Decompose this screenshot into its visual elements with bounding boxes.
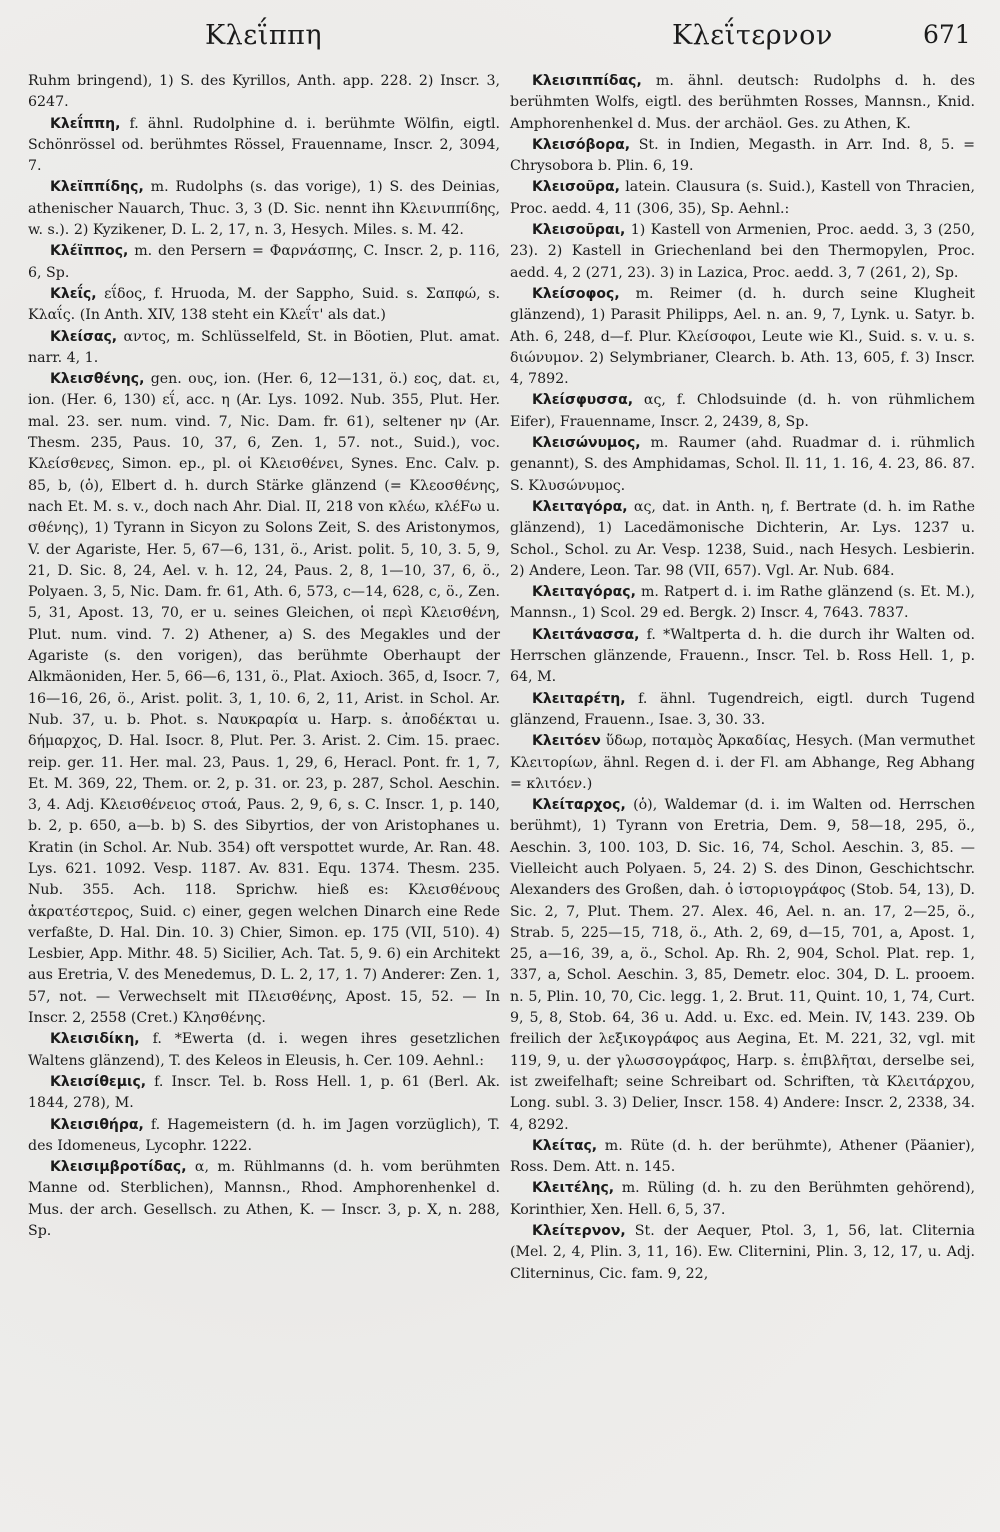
entry-text: εΐδος, f. Hruoda, M. der Sappho, Suid. s. Σαπφώ, s. Κλαΐς. (In Anth. XIV, 138 steht ein Κλεΐτ' als dat.): [28, 285, 500, 324]
dictionary-entry: [510, 71, 975, 135]
entry-headword: Κλειτόεν: [532, 733, 601, 750]
entry-text: 1) Kastell von Armenien, Proc. aedd. 3, 3 (250, 23). 2) Kastell in Griechenland bei den Thermopylen, Proc. aedd. 4, 2 (271, 23). 3) in Lazica, Proc. aedd. 3, 7 (261, 2), Sp.: [510, 222, 975, 281]
entry-text: St. in Indien, Megasth. in Arr. Ind. 8, 5. = Chrysobora b. Plin. 6, 19.: [510, 136, 975, 175]
entry-headword: Κλέϊππος,: [50, 243, 129, 260]
entry-headword: Κλείτερνον,: [532, 1223, 626, 1240]
page-header: [0, 0, 1000, 60]
dictionary-entry: [28, 1115, 500, 1158]
entry-headword: Κλεισιππίδας,: [532, 73, 642, 89]
entry-headword: Κλεισιμβροτίδας,: [50, 1159, 187, 1176]
dictionary-entry: [510, 284, 975, 390]
entry-text: f. Hagemeistern (d. h. im Jagen vorzüglich), T. des Idomeneus, Lycophr. 1222.: [28, 1116, 500, 1154]
right-guide-word: Κλεΐτερνον: [672, 20, 833, 51]
dictionary-entry: [28, 177, 500, 241]
entry-text: Ruhm bringend), 1) S. des Kyrillos, Anth. app. 228. 2) Inscr. 3, 6247.: [28, 73, 500, 111]
entry-text: latein. Clausura (s. Suid.), Kastell von Thracien, Proc. aedd. 4, 11 (306, 35), Sp. Aehnl.:: [510, 179, 975, 217]
entry-headword: Κλεισίθεμις,: [50, 1073, 147, 1090]
dictionary-entry: [510, 433, 975, 497]
entry-headword: Κλειτάνασσα,: [532, 626, 640, 643]
page-number: 671: [923, 20, 971, 49]
entry-text: m. Rüling (d. h. zu den Berühmten gehörend), Korinthier, Xen. Hell. 6, 5, 37.: [510, 1180, 975, 1218]
entry-headword: Κλείσας,: [50, 328, 118, 345]
dictionary-entry: [28, 1029, 500, 1072]
dictionary-entry: [28, 1072, 500, 1115]
dictionary-entry: [510, 390, 975, 433]
entry-headword: Κλεισοῦραι,: [532, 222, 626, 239]
dictionary-entry: [510, 1221, 975, 1285]
entry-text: ὕδωρ, ποταμὸς Ἀρκαδίας, Hesych. (Man vermuthet Κλειτορίων, ähnl. Regen d. i. der Fl. am Abhange, Reg Abhang = κλιτόεν.): [510, 733, 975, 792]
right-column: [510, 71, 975, 1285]
entry-headword: Κλείσφυσσα,: [532, 392, 634, 409]
dictionary-entry: [510, 135, 975, 178]
entry-headword: Κλείτας,: [532, 1137, 598, 1154]
entry-text: ας, dat. in Anth. η, f. Bertrate (d. h. im Rathe glänzend), 1) Lacedämonische Dichterin, Ar. Lys. 1237 u. Schol., Schol. zu Ar. Vesp. 1238, Suid., nach Hesych. Lesbierin. 2) Andere, Leon. Tar. 98 (VII, 657). Vgl. Ar. Nub. 684.: [510, 498, 975, 579]
entry-headword: Κλεισώνυμος,: [532, 435, 641, 452]
dictionary-entry: [28, 71, 500, 114]
entry-text: m. Rudolphs (s. das vorige), 1) S. des Deinias, athenischer Nauarch, Thuc. 3, 3 (D. Sic. nennt ihn Κλεινιππίδης, w. s.). 2) Kyzikener, D. L. 2, 17, n. 3, Hesych. Miles. s. M. 42.: [28, 179, 500, 239]
entry-text: ας, f. Chlodsuinde (d. h. von rühmlichem Eifer), Frauenname, Inscr. 2, 2439, 8, Sp.: [510, 392, 975, 430]
dictionary-entry: [28, 369, 500, 1029]
entry-headword: Κλεϊππίδης,: [50, 179, 144, 196]
entry-text: gen. ους, ion. (Her. 6, 12—131, ö.) εος, dat. ει, ion. (Her. 6, 130) εΐ, acc. η (Ar. Lys. 1092. Nub. 355, Plut. Her. mal. 23. ser. num. vind. 7, Nic. Dam. fr. 61), seltener ην (Ar. Thesm. 235, Paus. 10, 37, 6, Zen. 1, 57. not., Suid.), voc. Κλείσθενες, Simon. ep., pl. οἱ Κλεισθένει, Synes. Enc. Calv. p. 85, b, (ὁ), Elbert d. h. durch Stärke glänzend (= Κλεοσθένης, nach Et. M. s. v., doch nach Ahr. Dial. II, 218 von κλέω, κλέFω u. σθένης), 1) Tyrann in Sicyon zu Solons Zeit, S. des Aristonymos, V. der Agariste, Her. 5, 67—6, 131, ö., Arist. polit. 5, 10, 3. 5, 9, 21, D. Sic. 8, 24, Ael. v. h. 12, 24, Paus. 2, 8, 1—10, 37, 6, ö., Polyaen. 3, 5, Nic. Dam. fr. 61, Ath. 6, 573, c—14, 628, c, ö., Zen. 5, 31, Apost. 13, 70, er u. seines Gleichen, οἱ περὶ Κλεισθένη, Plut. num. vind. 7. 2) Athener, a) S. des Megakles und der Agariste (s. den vorigen), das berühmte Oberhaupt der Alkmäoniden, Her. 5, 66—6, 131, ö., Plat. Axioch. 365, d, Isocr. 7, 16—16, 26, ö., Arist. polit. 3, 1, 10. 6, 2, 11, Arist. in Schol. Ar. Nub. 37, u. b. Phot. s. Ναυκραρία u. Harp. s. ἀποδέκται u. δήμαρχος, D. Hal. Isocr. 8, Plut. Per. 3. Arist. 2. Cim. 15. praec. reip. ger. 11. Her. mal. 23, Paus. 1, 29, 6, Heracl. Pont. fr. 1, 7, Et. M. 369, 22, Them. or. 2, p. 31. or. 23, p. 287, Schol. Aeschin. 3, 4. Adj. Κλεισθένειος στοά, Paus. 2, 9, 6, s. C. Inscr. 1, p. 140, b. 2, p. 650, a—b. b) S. des Sibyrtios, der von Aristophanes u. Kratin (in Schol. Ar. Nub. 354) oft verspottet wurde, Ar. Ran. 48. Lys. 621. 1092. Vesp. 1187. Av. 831. Equ. 1374. Thesm. 235. Nub. 355. Ach. 118. Sprichw. hieß es: Κλεισθένους ἀκρατέστερος, Suid. c) einer, gegen welchen Dinarch eine Rede verfaßte, D. Hal. Din. 10. 3) Chier, Simon. ep. 175 (VII, 510). 4) Lesbier, App. Mithr. 48. 5) Sicilier, Ach. Tat. 5, 9. 6) ein Architekt aus Eretria, V. des Menedemus, D. L. 2, 17, 1. 7) Anderer: Zen. 1, 57, not. — Verwechselt mit Πλεισθένης, Apost. 15, 52. — In Inscr. 2, 2558 (Cret.) Κλησθένης.: [28, 371, 500, 1027]
entry-text: m. ähnl. deutsch: Rudolphs d. h. des berühmten Wolfs, eigtl. des berühmten Rosses, Mannsn., Knid. Amphorenhenkel d. Mus. der archäol. Ges. zu Athen, K.: [510, 73, 975, 132]
dictionary-entry: [510, 497, 975, 582]
entry-headword: Κλειταγόρας,: [532, 584, 636, 601]
entry-text: m. Ratpert d. i. im Rathe glänzend (s. Et. M.), Mannsn., 1) Scol. 29 ed. Bergk. 2) Inscr. 4, 7643. 7837.: [510, 584, 975, 622]
left-guide-word: Κλεΐππη: [205, 20, 323, 51]
dictionary-entry: [28, 327, 500, 370]
dictionary-entry: [28, 241, 500, 284]
entry-headword: Κλείταρχος,: [532, 797, 626, 814]
dictionary-entry: [510, 625, 975, 689]
entry-text: αντος, m. Schlüsselfeld, St. in Böotien, Plut. amat. narr. 4, 1.: [28, 328, 500, 366]
entry-headword: Κλειταγόρα,: [532, 498, 628, 515]
entry-headword: Κλεΐς,: [50, 285, 97, 302]
dictionary-entry: [510, 795, 975, 1136]
dictionary-entry: [28, 114, 500, 178]
entry-text: α, m. Rühlmanns (d. h. vom berühmten Manne od. Sterblichen), Mannsn., Rhod. Amphorenhenkel d. Mus. der arch. Gesellsch. zu Athen, K. — Inscr. 3, p. X, n. 288, Sp.: [28, 1159, 500, 1240]
dictionary-entry: [28, 284, 500, 327]
entry-text: f. ähnl. Rudolphine d. i. berühmte Wölfin, eigtl. Schönrössel od. berühmtes Rössel, Frauenname, Inscr. 2, 3094, 7.: [28, 115, 501, 175]
dictionary-entry: [510, 689, 975, 732]
entry-text: m. Raumer (ahd. Ruadmar d. i. rühmlich genannt), S. des Amphidamas, Schol. Il. 11, 1. 16, 4. 23, 86. 87. S. Κλυσώνυμος.: [510, 435, 976, 494]
dictionary-entry: [510, 582, 975, 625]
entry-text: f. *Ewerta (d. i. wegen ihres gesetzlichen Waltens glänzend), T. des Keleos in Eleusis, h. Cer. 109. Aehnl.:: [28, 1031, 501, 1069]
entry-text: m. Reimer (d. h. durch seine Klugheit glänzend), 1) Parasit Philipps, Ael. n. an. 9, 7, Lynk. u. Satyr. b. Ath. 6, 248, d—f. Plur. Κλείσοφοι, Leute wie Kl., Suid. s. v. u. s. διώνυμον. 2) Selymbrianer, Clearch. b. Ath. 13, 605, f. 3) Inscr. 4, 7892.: [510, 285, 975, 388]
entry-headword: Κλεΐππη,: [50, 115, 121, 132]
dictionary-entry: [510, 1136, 975, 1179]
dictionary-entry: [510, 177, 975, 220]
entry-headword: Κλεισιδίκη,: [50, 1031, 140, 1048]
entry-text: f. ähnl. Tugendreich, eigtl. durch Tugend glänzend, Frauenn., Isae. 3, 30. 33.: [510, 690, 975, 728]
dictionary-entry: [510, 1178, 975, 1221]
entry-headword: Κλειτέλης,: [532, 1180, 615, 1197]
dictionary-entry: [510, 731, 975, 795]
entry-headword: Κλεισιθήρα,: [50, 1116, 144, 1133]
entry-text: St. der Aequer, Ptol. 3, 1, 56, lat. Cliternia (Mel. 2, 4, Plin. 3, 11, 16). Ew. Cliternini, Plin. 3, 12, 17, u. Adj. Cliterninus, Cic. fam. 9, 22,: [510, 1223, 975, 1282]
entry-headword: Κλειταρέτη,: [532, 690, 626, 707]
dictionary-entry: [510, 220, 975, 284]
dictionary-entry: [28, 1157, 500, 1242]
entry-text: m. Rüte (d. h. der berühmte), Athener (Päanier), Ross. Dem. Att. n. 145.: [510, 1137, 976, 1176]
entry-text: f. *Waltperta d. h. die durch ihr Walten od. Herrschen glänzende, Frauenn., Inscr. Tel. b. Ross Hell. 1, p. 64, M.: [510, 626, 976, 686]
entry-headword: Κλεισθένης,: [50, 371, 145, 388]
entry-text: f. Inscr. Tel. b. Ross Hell. 1, p. 61 (Berl. Ak. 1844, 278), M.: [28, 1073, 500, 1112]
entry-headword: Κλεισοῦρα,: [532, 179, 620, 196]
entry-headword: Κλείσοφος,: [532, 285, 620, 302]
entry-text: m. den Persern = Φαρνάσπης, C. Inscr. 2, p. 116, 6, Sp.: [28, 243, 500, 281]
left-column: [28, 71, 500, 1242]
entry-text: (ὁ), Waldemar (d. i. im Walten od. Herrschen berühmt), 1) Tyrann von Eretria, Dem. 9, 58—18, 295, ö., Aeschin. 3, 100. 103, D. Sic. 16, 74, Schol. Aeschin. 3, 85. — Vielleicht auch Polyaen. 5, 24. 2) S. des Dinon, Geschichtschr. Alexanders des Großen, dah. ὁ ἱστοριογράφος (Stob. 54, 13), D. Sic. 2, 7, Plut. Them. 27. Alex. 46, Ael. n. an. 17, 2—25, ö., Strab. 5, 225—15, 718, ö., Ath. 2, 69, d—15, 701, a, Apost. 1, 25, a—16, 39, a, ö., Schol. Ap. Rh. 2, 904, Schol. Plat. rep. 1, 337, a, Schol. Aeschin. 3, 85, Demetr. eloc. 304, D. L. prooem. n. 5, Plin. 10, 70, Cic. legg. 1, 2. Brut. 11, Quint. 10, 1, 74, Curt. 9, 5, 8, Stob. 64, 36 u. Add. u. Exc. ed. Mein. IV, 143. 239. Ob freilich der λεξικογράφος aus Aegina, Et. M. 221, 32, vgl. mit 119, 9, u. der γλωσσογράφος, Harp. s. ἐπιβλῆται, derselbe sei, ist zweifelhaft; seine Schreibart od. Schriften, τὰ Κλειτάρχου, Long. subl. 3. 3) Delier, Inscr. 158. 4) Andere: Inscr. 2, 2338, 34. 4, 8292.: [510, 797, 975, 1133]
entry-headword: Κλεισόβορα,: [532, 136, 631, 153]
